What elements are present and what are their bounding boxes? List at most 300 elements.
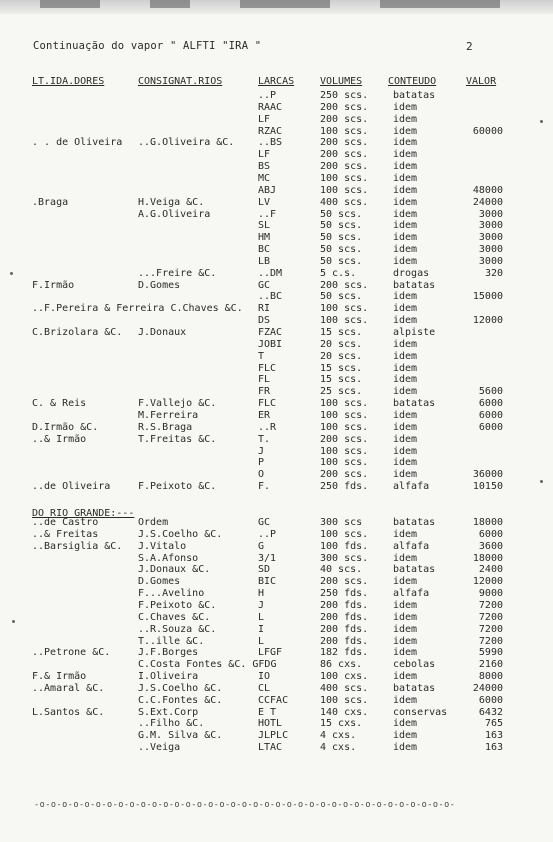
- cell-c5: idem: [393, 694, 418, 706]
- cell-c3: CL: [258, 682, 271, 694]
- cell-c1: ..& Freitas: [32, 528, 99, 540]
- cell-c5: idem: [393, 552, 418, 564]
- cell-c3: LB: [258, 255, 271, 267]
- cell-c3: I: [258, 623, 265, 635]
- table-row: [0, 730, 553, 742]
- cell-c5: idem: [393, 149, 418, 161]
- cell-c6: 3000: [478, 208, 503, 220]
- cell-c5: batatas: [393, 90, 436, 101]
- header-contents: CONTEUDO: [388, 76, 437, 87]
- cell-c3: GC: [258, 279, 271, 291]
- table-row: [0, 624, 553, 636]
- cell-c4: 50 scs.: [320, 232, 363, 244]
- cell-c4: 200 scs.: [320, 576, 369, 588]
- cell-c5: idem: [393, 172, 418, 184]
- cell-c2: S.A.Afonso: [138, 552, 199, 564]
- cell-c4: 100 scs.: [320, 528, 369, 540]
- table-row: [0, 398, 553, 410]
- cell-c2: J.Donaux &C.: [138, 564, 211, 576]
- cell-c3: BS: [258, 161, 271, 173]
- cell-c3: BIC: [258, 576, 277, 588]
- cell-c3: LTAC: [258, 742, 283, 754]
- table-row: [0, 339, 553, 351]
- cell-c2: D.Gomes: [138, 576, 181, 588]
- cell-c5: idem: [393, 386, 418, 398]
- cell-c5: idem: [393, 623, 418, 635]
- cell-c5: idem: [393, 362, 418, 374]
- cell-c3: RI: [258, 303, 271, 315]
- cell-c4: 4 cxs.: [320, 730, 357, 742]
- cell-c4: 200 fds.: [320, 635, 369, 647]
- cell-c2: T..ille &C.: [138, 635, 205, 647]
- cell-c5: drogas: [393, 267, 430, 279]
- cell-c3: J: [258, 599, 265, 611]
- cell-c2: ..R.Souza &C.: [138, 623, 217, 635]
- cell-c4: 250 fds.: [320, 588, 369, 600]
- cell-c5: idem: [393, 457, 418, 469]
- cell-c5: idem: [393, 671, 418, 683]
- cell-c4: 100 cxs.: [320, 671, 369, 683]
- table-row: [0, 410, 553, 422]
- cell-c3: ABJ: [258, 184, 277, 196]
- table-row: [0, 529, 553, 541]
- cell-c5: batatas: [393, 682, 436, 694]
- cell-c4: 200 scs.: [320, 279, 369, 291]
- cell-c5: idem: [393, 244, 418, 256]
- cell-c6: 2160: [478, 659, 503, 671]
- table-row: [0, 197, 553, 209]
- cell-c3: LFGF: [258, 647, 283, 659]
- cell-c2: F.Vallejo &C.: [138, 398, 217, 410]
- cell-c5: idem: [393, 599, 418, 611]
- table-row: [0, 422, 553, 434]
- header-marks: LARCAS: [258, 76, 295, 87]
- cell-c4: 100 scs.: [320, 184, 369, 196]
- cell-c1: C.Brizolara &C.: [32, 327, 123, 338]
- cell-c2: M.Ferreira: [138, 409, 199, 421]
- cell-c4: 15 cxs.: [320, 718, 363, 730]
- table-row: [0, 209, 553, 221]
- cell-c3: RAAC: [258, 101, 283, 113]
- punch-mark: [12, 620, 15, 623]
- cell-c3: ..P: [258, 528, 277, 540]
- cell-c3: P: [258, 457, 265, 469]
- cell-c6: 765: [484, 718, 503, 730]
- cell-c6: 60000: [472, 125, 503, 137]
- table-row: [0, 256, 553, 268]
- cell-c1: ..de Oliveira: [32, 481, 111, 493]
- table-row: [0, 446, 553, 458]
- cell-c3: ..BC: [258, 291, 283, 303]
- cell-c3: BC: [258, 244, 271, 256]
- cell-c3: 3/1: [258, 552, 277, 564]
- cell-c2: C.Chaves &C.: [138, 611, 211, 623]
- cell-c3: J: [258, 445, 265, 457]
- cell-c1: ..Amaral &C.: [32, 682, 105, 694]
- cell-c2: H.Veiga &C.: [138, 196, 205, 208]
- cell-c6: 7200: [478, 623, 503, 635]
- cell-c5: idem: [393, 469, 418, 481]
- cell-c6: 10150: [472, 481, 503, 493]
- cell-c6: 6000: [478, 528, 503, 540]
- cell-c4: 200 fds.: [320, 611, 369, 623]
- cell-c3: SL: [258, 220, 271, 232]
- cell-c3: CCFAC: [258, 694, 289, 706]
- cell-c6: 3000: [478, 232, 503, 244]
- cell-c1: ..Petrone &C.: [32, 647, 111, 659]
- cell-c2: A.G.Oliveira: [138, 208, 211, 220]
- cell-c2: J.F.Borges: [138, 647, 199, 659]
- header-shippers: LT.IDA.DORES: [32, 76, 105, 87]
- table-row: [0, 90, 553, 102]
- cell-c4: 182 fds.: [320, 647, 369, 659]
- cell-c4: 100 scs.: [320, 125, 369, 137]
- cell-c4: 200 fds.: [320, 623, 369, 635]
- cell-c5: idem: [393, 528, 418, 540]
- cell-c5: idem: [393, 576, 418, 588]
- cell-c4: 200 scs.: [320, 469, 369, 481]
- cell-c1: F.& Irmão: [32, 671, 87, 683]
- cell-c2: ...Freire &C.: [138, 267, 217, 279]
- cell-c5: idem: [393, 742, 418, 754]
- table-row: [0, 588, 553, 600]
- scan-edge: [0, 0, 553, 14]
- cell-c5: alpiste: [393, 327, 436, 338]
- cell-c2: I.Oliveira: [138, 671, 199, 683]
- table-row: [0, 481, 553, 493]
- cell-c4: 100 scs.: [320, 172, 369, 184]
- cell-c5: idem: [393, 611, 418, 623]
- cell-c5: idem: [393, 125, 418, 137]
- cell-c5: idem: [393, 184, 418, 196]
- cell-c5: idem: [393, 220, 418, 232]
- cell-c6: 320: [484, 267, 503, 279]
- cell-c3: HM: [258, 232, 271, 244]
- cell-c5: idem: [393, 421, 418, 433]
- cell-c4: 100 scs.: [320, 409, 369, 421]
- cell-c3: F.: [258, 481, 271, 493]
- cell-c5: alfafa: [393, 588, 430, 600]
- cell-c6: 5600: [478, 386, 503, 398]
- cell-c6: 3000: [478, 244, 503, 256]
- header-value: VALOR: [466, 76, 497, 87]
- cell-c1: ..F.Pereira & Ferreira C.Chaves &C.: [32, 303, 243, 315]
- cell-c1: C. & Reis: [32, 398, 87, 410]
- cell-c3: DS: [258, 315, 271, 327]
- cell-c4: 400 scs.: [320, 682, 369, 694]
- cell-c5: batatas: [393, 564, 436, 576]
- cell-c2: F.Peixoto &C.: [138, 481, 217, 493]
- cell-c3: H: [258, 588, 265, 600]
- table-row: [0, 161, 553, 173]
- cell-c2: ..G.Oliveira &C.: [138, 137, 235, 149]
- table-row: [0, 564, 553, 576]
- punch-mark: [10, 272, 13, 275]
- cell-c4: 100 scs.: [320, 421, 369, 433]
- cell-c6: 163: [484, 730, 503, 742]
- cell-c5: idem: [393, 433, 418, 445]
- cell-c3: LF: [258, 149, 271, 161]
- table-row: [0, 244, 553, 256]
- table-row: [0, 718, 553, 730]
- cell-c4: 200 scs.: [320, 149, 369, 161]
- cell-c2: J.S.Coelho &C.: [138, 528, 223, 540]
- cell-c2: G.M. Silva &C.: [138, 730, 223, 742]
- cell-c6: 48000: [472, 184, 503, 196]
- cell-c1: F.Irmão: [32, 279, 75, 291]
- cell-c4: 100 scs.: [320, 315, 369, 327]
- cell-c3: HOTL: [258, 718, 283, 730]
- table-row: [0, 683, 553, 695]
- table-row: [0, 315, 553, 327]
- table-row: [0, 351, 553, 363]
- cell-c5: idem: [393, 161, 418, 173]
- cell-c3: SD: [258, 564, 271, 576]
- table-row: [0, 220, 553, 232]
- cell-c5: alfafa: [393, 540, 430, 552]
- cell-c4: 50 scs.: [320, 220, 363, 232]
- cell-c4: 400 scs.: [320, 196, 369, 208]
- cell-c4: 300 scs: [320, 517, 363, 528]
- cell-c6: 3000: [478, 220, 503, 232]
- cell-c3: O: [258, 469, 265, 481]
- table-row: [0, 434, 553, 446]
- cell-c4: 50 scs.: [320, 244, 363, 256]
- cell-c3: FZAC: [258, 327, 283, 338]
- cell-c5: idem: [393, 647, 418, 659]
- cell-c4: 50 scs.: [320, 291, 363, 303]
- cell-c3: FLC: [258, 362, 277, 374]
- cell-c2: D.Gomes: [138, 279, 181, 291]
- cell-c3: JOBI: [258, 338, 283, 350]
- cell-c2: J.Vitalo: [138, 540, 187, 552]
- cell-c2: R.S.Braga: [138, 421, 193, 433]
- cell-c5: idem: [393, 409, 418, 421]
- cell-c4: 250 fds.: [320, 481, 369, 493]
- cell-c3: ..P: [258, 90, 277, 101]
- cell-c5: idem: [393, 232, 418, 244]
- cell-c5: idem: [393, 291, 418, 303]
- cell-c3: LF: [258, 113, 271, 125]
- table-row: [0, 600, 553, 612]
- cell-c3: FR: [258, 386, 271, 398]
- header-consignees: CONSIGNAT.RIOS: [138, 76, 223, 87]
- cell-c4: 40 scs.: [320, 564, 363, 576]
- cell-c5: idem: [393, 374, 418, 386]
- cell-c6: 6000: [478, 694, 503, 706]
- table-row: [0, 173, 553, 185]
- cell-c3: T: [258, 350, 265, 362]
- cell-c4: 200 scs.: [320, 433, 369, 445]
- cell-c5: batatas: [393, 279, 436, 291]
- cell-c4: 15 scs.: [320, 362, 363, 374]
- cell-c3: GC: [258, 517, 271, 528]
- cell-c6: 5990: [478, 647, 503, 659]
- cell-c6: 18000: [472, 517, 503, 528]
- punch-mark: [540, 480, 543, 483]
- cell-c4: 100 scs.: [320, 398, 369, 410]
- cell-c5: batatas: [393, 517, 436, 528]
- cell-c2: S.Ext.Corp: [138, 706, 199, 718]
- cell-c6: 12000: [472, 315, 503, 327]
- cell-c5: batatas: [393, 398, 436, 410]
- table-row: [0, 102, 553, 114]
- table-row: [0, 268, 553, 280]
- cell-c5: idem: [393, 445, 418, 457]
- table-row: [0, 612, 553, 624]
- cell-c6: 36000: [472, 469, 503, 481]
- cell-c3: L: [258, 611, 265, 623]
- table-row: [0, 742, 553, 754]
- cell-c5: idem: [393, 635, 418, 647]
- cell-c4: 100 scs.: [320, 694, 369, 706]
- cell-c6: 163: [484, 742, 503, 754]
- cell-c4: 15 scs.: [320, 327, 363, 338]
- table-row: [0, 303, 553, 315]
- cell-c5: idem: [393, 338, 418, 350]
- cell-c2: ..Veiga: [138, 742, 181, 754]
- cell-c4: 5 c.s.: [320, 267, 357, 279]
- cell-c6: 6000: [478, 398, 503, 410]
- cell-c5: conservas: [393, 706, 448, 718]
- table-row: [0, 126, 553, 138]
- cell-c5: idem: [393, 730, 418, 742]
- cell-c1: .Braga: [32, 196, 69, 208]
- table-row: [0, 695, 553, 707]
- cell-c4: 20 scs.: [320, 338, 363, 350]
- cell-c6: 6000: [478, 409, 503, 421]
- cell-c5: idem: [393, 113, 418, 125]
- footer-rule: -o-o-o-o-o-o-o-o-o-o-o-o-o-o-o-o-o-o-o-o-o-o-o-o-o-o-o-o-o-o-o-o-o-o-o-o-o-: [34, 800, 456, 810]
- cell-c1: L.Santos &C.: [32, 706, 105, 718]
- cell-c4: 100 scs.: [320, 457, 369, 469]
- cell-c4: 200 scs.: [320, 137, 369, 149]
- cell-c6: 18000: [472, 552, 503, 564]
- cell-c4: 15 scs.: [320, 374, 363, 386]
- page-number: 2: [466, 40, 473, 53]
- cell-c3: E T: [258, 706, 277, 718]
- cell-c6: 24000: [472, 196, 503, 208]
- cell-c3: MC: [258, 172, 271, 184]
- header-volumes: VOLUMES: [320, 76, 363, 87]
- table-row: [0, 114, 553, 126]
- cell-c5: idem: [393, 303, 418, 315]
- cell-c2: C.C.Fontes &C.: [138, 694, 223, 706]
- cell-c4: 4 cxs.: [320, 742, 357, 754]
- cell-c3: ..F: [258, 208, 277, 220]
- cell-c1: D.Irmão &C.: [32, 421, 99, 433]
- cell-c2: T.Freitas &C.: [138, 433, 217, 445]
- cell-c4: 86 cxs.: [320, 659, 363, 671]
- cell-c3: RZAC: [258, 125, 283, 137]
- cell-c2: J.Donaux: [138, 327, 187, 338]
- cell-c1: ..Barsiglia &C.: [32, 540, 123, 552]
- table-row: [0, 185, 553, 197]
- cell-c4: 200 scs.: [320, 161, 369, 173]
- table-row: [0, 232, 553, 244]
- cell-c6: 24000: [472, 682, 503, 694]
- cell-c4: 200 scs.: [320, 101, 369, 113]
- cell-c4: 100 fds.: [320, 540, 369, 552]
- table-row: [0, 576, 553, 588]
- table-row: [0, 137, 553, 149]
- cell-c2: C.Costa Fontes &C. GFDG: [138, 659, 277, 671]
- cell-c5: idem: [393, 196, 418, 208]
- cell-c3: LV: [258, 196, 271, 208]
- cell-c6: 8000: [478, 671, 503, 683]
- cell-c5: alfafa: [393, 481, 430, 493]
- cell-c6: 3600: [478, 540, 503, 552]
- cell-c2: ..Filho &C.: [138, 718, 205, 730]
- cell-c1: ..de Castro: [32, 517, 99, 528]
- cell-c6: 15000: [472, 291, 503, 303]
- cell-c3: FL: [258, 374, 271, 386]
- cell-c4: 100 scs.: [320, 303, 369, 315]
- table-row: [0, 636, 553, 648]
- cell-c3: ER: [258, 409, 271, 421]
- cell-c3: ..BS: [258, 137, 283, 149]
- cell-c4: 140 cxs.: [320, 706, 369, 718]
- cell-c4: 300 scs.: [320, 552, 369, 564]
- cell-c1: . . de Oliveira: [32, 137, 123, 149]
- cell-c3: T.: [258, 433, 271, 445]
- cell-c3: L: [258, 635, 265, 647]
- cell-c6: 7200: [478, 611, 503, 623]
- cell-c2: J.S.Coelho &C.: [138, 682, 223, 694]
- cell-c6: 3000: [478, 255, 503, 267]
- table-row: [0, 469, 553, 481]
- cell-c3: JLPLC: [258, 730, 289, 742]
- cell-c3: G: [258, 540, 265, 552]
- table-row: [0, 671, 553, 683]
- table-row: [0, 707, 553, 719]
- table-row: [0, 541, 553, 553]
- document-title: Continuação do vapor " ALFTI "IRA ": [33, 40, 262, 52]
- cell-c3: FLC: [258, 398, 277, 410]
- cell-c6: 6000: [478, 421, 503, 433]
- table-row: [0, 553, 553, 565]
- table-row: [0, 517, 553, 529]
- table-row: [0, 363, 553, 375]
- cell-c5: idem: [393, 101, 418, 113]
- table-row: [0, 291, 553, 303]
- cell-c4: 200 scs.: [320, 113, 369, 125]
- cell-c5: idem: [393, 208, 418, 220]
- cell-c2: F...Avelino: [138, 588, 205, 600]
- cell-c6: 9000: [478, 588, 503, 600]
- cell-c4: 50 scs.: [320, 208, 363, 220]
- cell-c5: idem: [393, 315, 418, 327]
- section-title: DO RIO GRANDE:---: [32, 508, 135, 519]
- cell-c2: Ordem: [138, 517, 169, 528]
- cell-c6: 7200: [478, 635, 503, 647]
- cell-c1: ..& Irmão: [32, 433, 87, 445]
- cell-c4: 20 scs.: [320, 350, 363, 362]
- table-row: [0, 647, 553, 659]
- table-row: [0, 280, 553, 292]
- table-row: [0, 386, 553, 398]
- cell-c4: 100 scs.: [320, 445, 369, 457]
- cell-c5: idem: [393, 350, 418, 362]
- cell-c4: 200 fds.: [320, 599, 369, 611]
- cell-c4: 250 scs.: [320, 90, 369, 101]
- cell-c6: 12000: [472, 576, 503, 588]
- cell-c4: 25 scs.: [320, 386, 363, 398]
- cell-c4: 50 scs.: [320, 255, 363, 267]
- cell-c3: ..R: [258, 421, 277, 433]
- cell-c5: idem: [393, 255, 418, 267]
- table-row: [0, 149, 553, 161]
